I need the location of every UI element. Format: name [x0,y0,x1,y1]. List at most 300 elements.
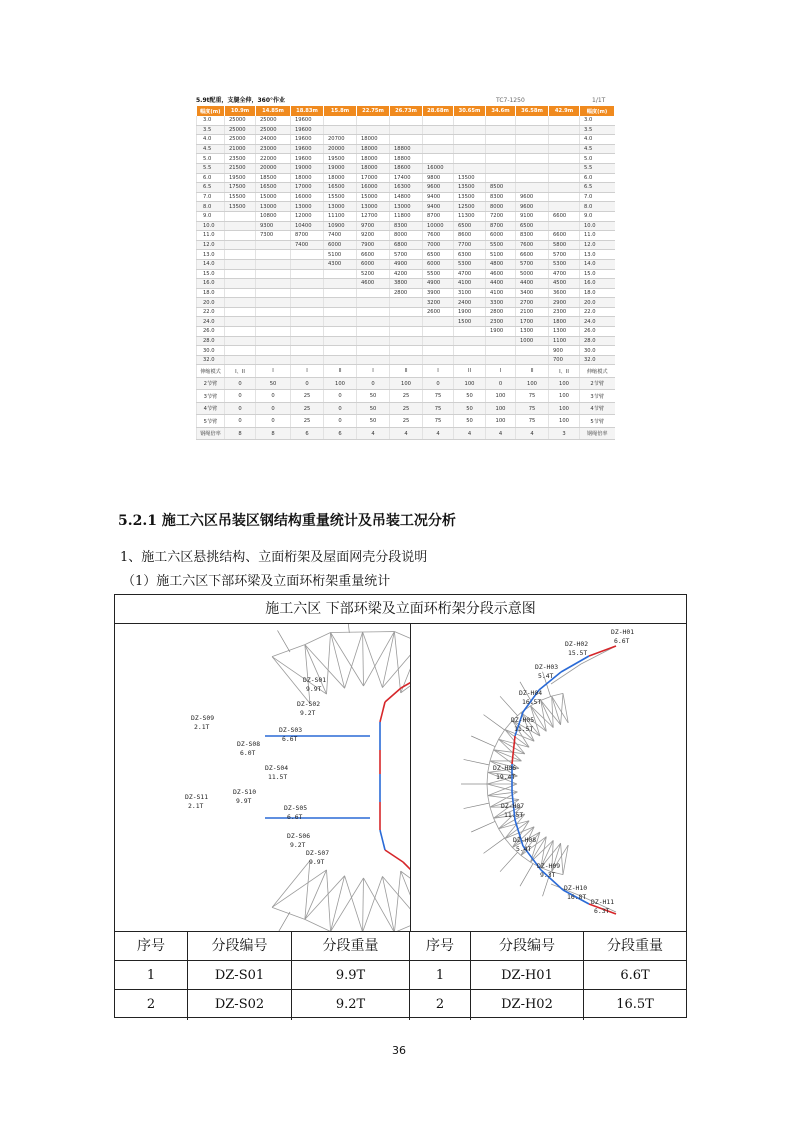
load-chart-cell: 9.0 [580,211,615,221]
load-chart-cell: 30.0 [580,346,615,356]
load-chart-cell [423,346,454,356]
load-chart-row [197,221,615,231]
load-chart-cell [549,116,580,125]
segment-table-cell: 9.2T [292,990,410,1020]
left-segment-beam [403,862,410,874]
load-chart-cell: 12.0 [580,240,615,250]
load-chart-footer-cell: 伸缩模式 [197,365,225,378]
load-chart-cell: 1900 [486,327,516,337]
load-chart-cell [454,125,486,135]
load-chart-cell: 18600 [390,163,423,173]
facade-ring-truss-diagram [411,624,687,931]
load-chart-cell: 3400 [516,288,549,298]
left-label-weight: 2.1T [194,723,210,731]
load-chart-cell [423,336,454,346]
load-chart-footer-cell: 100 [454,377,486,390]
load-chart-cell [390,125,423,135]
load-chart-cell [486,116,516,125]
load-chart-cell: 9100 [516,211,549,221]
segment-table-header-cell: 序号 [115,932,188,961]
load-chart-row [197,202,615,212]
load-chart-footer-cell: II [454,365,486,378]
right-label-code: DZ-H03 [535,663,559,671]
load-chart-cell [225,336,256,346]
load-chart-cell: 2900 [549,298,580,308]
load-chart-cell: 10.0 [197,221,225,231]
load-chart-cell: 7700 [454,240,486,250]
load-chart-cell: 15000 [357,192,390,202]
load-chart-row [197,288,615,298]
segment-table-cell: DZ-H01 [471,961,584,990]
load-chart-cell: 9600 [516,202,549,212]
load-chart-cell: 20000 [324,144,357,154]
load-chart-cell: 19600 [291,116,324,125]
load-chart-row [197,183,615,193]
load-chart-cell: 13000 [357,202,390,212]
load-chart-cell [486,173,516,183]
load-chart-cell [225,355,256,365]
left-label-code: DZ-S11 [185,793,209,801]
load-chart-cell: 2600 [423,307,454,317]
load-chart-footer-cell: 0 [324,415,357,428]
load-chart-cell: 23000 [256,144,291,154]
load-chart-cell [549,125,580,135]
load-chart-cell [291,336,324,346]
right-spike [484,838,505,853]
load-chart-cell: 16500 [324,183,357,193]
load-chart-footer-cell: 2节臂 [580,377,615,390]
load-chart-footer-cell: 100 [486,390,516,403]
load-chart-cell: 6.5 [580,183,615,193]
right-label-code: DZ-H09 [537,862,561,870]
load-chart-cell: 24000 [256,135,291,145]
load-chart-footer-cell: II [390,365,423,378]
load-chart-cell: 13.0 [580,250,615,260]
load-chart-footer-cell: 25 [291,402,324,415]
load-chart-cell: 4400 [486,279,516,289]
load-chart-cell [390,116,423,125]
load-chart-cell: 5.0 [580,154,615,164]
load-chart-row [197,346,615,356]
load-chart-cell: 4200 [390,269,423,279]
load-chart-cell [225,211,256,221]
load-chart-cell: 30.0 [197,346,225,356]
load-chart-cell: 1500 [454,317,486,327]
load-chart-cell: 5300 [454,259,486,269]
load-chart-footer-cell: I [256,365,291,378]
load-chart-footer-cell: 100 [549,402,580,415]
load-chart-cell [324,355,357,365]
load-chart-cell: 5700 [516,259,549,269]
load-chart-cell [225,298,256,308]
load-chart-footer-cell: 0 [225,415,256,428]
load-chart-row [197,163,615,173]
load-chart-footer-cell: 100 [549,390,580,403]
load-chart-cell: 13000 [291,202,324,212]
right-label-weight: 6.3T [594,907,610,915]
load-chart-cell: 11300 [454,211,486,221]
load-chart-cell [324,288,357,298]
load-chart-footer-cell: 6 [324,427,357,440]
left-spike [278,630,291,652]
load-chart-cell: 5200 [357,269,390,279]
paragraph-segment-description: 1、施工六区悬挑结构、立面桁架及屋面网壳分段说明 [120,550,428,565]
load-chart-table [196,106,615,440]
load-chart-cell: 3.0 [197,116,225,125]
load-chart-cell: 8.0 [580,202,615,212]
load-chart-row [197,355,615,365]
load-chart-col-header: 36.58m [516,106,549,116]
load-chart-cell: 6.0 [197,173,225,183]
load-chart-cell: 13000 [256,202,291,212]
load-chart-cell [423,317,454,327]
load-chart-footer-cell: 2节臂 [197,377,225,390]
load-chart-footer-cell: 4 [454,427,486,440]
load-chart-cell: 8600 [454,231,486,241]
segment-table-cell: 6.6T [584,961,686,990]
load-chart-cell [390,307,423,317]
load-chart [196,96,614,440]
load-chart-cell [423,144,454,154]
load-chart-cell [256,240,291,250]
load-chart-cell [291,279,324,289]
load-chart-cell [516,346,549,356]
load-chart-cell [324,269,357,279]
load-chart-cell: 10.0 [580,221,615,231]
load-chart-cell: 13500 [454,173,486,183]
load-chart-footer-cell: 25 [390,415,423,428]
load-chart-cell: 19000 [291,163,324,173]
load-chart-footer-cell: 5节臂 [580,415,615,428]
load-chart-cell [225,259,256,269]
load-chart-footer-cell: 75 [423,415,454,428]
load-chart-cell: 21500 [225,163,256,173]
load-chart-footer-cell: 100 [516,377,549,390]
load-chart-cell [225,307,256,317]
load-chart-cell: 4.5 [197,144,225,154]
load-chart-cell: 28.0 [197,336,225,346]
left-label-code: DZ-S02 [297,700,321,708]
load-chart-cell [225,279,256,289]
load-chart-cell: 9400 [423,202,454,212]
right-label-weight: 5.4T [516,845,532,853]
load-chart-cell: 9400 [423,192,454,202]
right-label-code: DZ-H01 [611,628,635,636]
load-chart-row [197,125,615,135]
left-segment-beam [380,702,385,722]
right-label-weight: 19.4T [496,773,516,781]
load-chart-cell: 14.0 [580,259,615,269]
load-chart-cell [516,125,549,135]
right-label-weight: 6.6T [614,637,630,645]
section-heading: 5.2.1 施工六区吊装区钢结构重量统计及吊装工况分析 [118,513,456,529]
load-chart-cell [225,346,256,356]
load-chart-cell: 7300 [256,231,291,241]
load-chart-cell [423,154,454,164]
load-chart-cell: 20700 [324,135,357,145]
right-label-weight: 15.5T [568,649,588,657]
segment-table-header-cell: 序号 [410,932,471,961]
load-chart-cell: 5100 [324,250,357,260]
load-chart-footer-cell: I、II [549,365,580,378]
load-chart-cell: 16000 [291,192,324,202]
load-chart-cell [291,259,324,269]
load-chart-cell: 3.5 [197,125,225,135]
load-chart-cell: 6800 [390,240,423,250]
load-chart-cell: 6.0 [580,173,615,183]
load-chart-footer-cell: 75 [516,415,549,428]
right-spike [500,852,517,871]
load-chart-cell: 19000 [324,163,357,173]
load-chart-cell: 24.0 [197,317,225,327]
load-chart-footer-cell: 75 [516,390,549,403]
load-chart-cell [256,288,291,298]
load-chart-cell: 8300 [486,192,516,202]
segment-table-cell: DZ-S01 [188,961,292,990]
load-chart-cell: 13500 [454,183,486,193]
load-chart-cell: 8700 [423,211,454,221]
load-chart-cell: 19600 [291,144,324,154]
left-label-code: DZ-S10 [233,788,257,796]
load-chart-row [197,211,615,221]
load-chart-cell: 19500 [225,173,256,183]
right-spike [520,864,533,887]
load-chart-cell [256,269,291,279]
load-chart-cell: 13.0 [197,250,225,260]
load-chart-cell: 11800 [390,211,423,221]
load-chart-cell [454,116,486,125]
load-chart-cell [225,250,256,260]
load-chart-cell: 8.0 [197,202,225,212]
left-spike [347,624,350,633]
load-chart-cell [291,269,324,279]
left-label-weight: 11.5T [268,773,288,781]
load-chart-cell: 28.0 [580,336,615,346]
load-chart-cell [291,355,324,365]
load-chart-cell: 4700 [549,269,580,279]
right-spike [471,821,495,832]
load-chart-cell [486,163,516,173]
right-label-weight: 16.5T [522,698,542,706]
load-chart-cell: 9.0 [197,211,225,221]
load-chart-cell: 18500 [256,173,291,183]
load-chart-cell [423,355,454,365]
left-segment-beam [385,850,403,862]
load-chart-col-header: 30.65m [454,106,486,116]
load-chart-cell: 25000 [225,135,256,145]
load-chart-cell: 6500 [454,221,486,231]
segment-table-header [115,932,686,961]
load-chart-cell [516,163,549,173]
load-chart-cell [390,346,423,356]
load-chart-cell [225,240,256,250]
segment-table-cell: 16.5T [616,997,654,1012]
left-label-weight: 9.2T [300,709,316,717]
load-chart-cell [549,173,580,183]
load-chart-footer-cell: 100 [486,415,516,428]
load-chart-cell [324,327,357,337]
load-chart-cell [486,154,516,164]
load-chart-col-header: 26.73m [390,106,423,116]
load-chart-footer-cell: 0 [324,390,357,403]
load-chart-cell [357,125,390,135]
load-chart-cell: 6000 [357,259,390,269]
load-chart-footer-cell: 50 [454,390,486,403]
load-chart-cell: 19600 [291,154,324,164]
load-chart-row [197,269,615,279]
load-chart-footer-cell: 8 [225,427,256,440]
segment-table-cell: DZ-S02 [188,990,292,1020]
load-chart-cell: 9600 [423,183,454,193]
right-segment-beam [561,656,589,672]
load-chart-cell: 3200 [423,298,454,308]
load-chart-cell: 18.0 [197,288,225,298]
load-chart-cell [390,317,423,327]
load-chart-cell: 4.0 [580,135,615,145]
load-chart-cell [225,288,256,298]
load-chart-footer-cell: 4 [423,427,454,440]
load-chart-col-header: 幅度(m) [197,106,225,116]
load-chart-footer-cell: I [357,365,390,378]
load-chart-cell [357,307,390,317]
right-label-code: DZ-H07 [501,802,525,810]
load-chart-cell: 4300 [324,259,357,269]
load-chart-footer-cell: 5节臂 [197,415,225,428]
load-chart-cell: 23500 [225,154,256,164]
load-chart-cell: 1900 [454,307,486,317]
load-chart-cell: 11100 [324,211,357,221]
load-chart-cell: 3.0 [580,116,615,125]
load-chart-footer-cell: 0 [324,402,357,415]
load-chart-cell: 6300 [454,250,486,260]
load-chart-footer-cell: I [291,365,324,378]
load-chart-cell: 21000 [225,144,256,154]
right-label-code: DZ-H05 [511,716,535,724]
load-chart-footer-cell: 4 [357,427,390,440]
load-chart-cell: 32.0 [580,355,615,365]
load-chart-cell: 5.5 [197,163,225,173]
load-chart-cell: 25000 [225,125,256,135]
load-chart-cell: 2300 [549,307,580,317]
load-chart-cell: 3.5 [580,125,615,135]
load-chart-footer-cell: 0 [486,377,516,390]
load-chart-cell: 7000 [423,240,454,250]
load-chart-col-header: 14.85m [256,106,291,116]
load-chart-row [197,154,615,164]
load-chart-cell [486,135,516,145]
segment-table-cell: 2 [410,990,471,1020]
load-chart-cell: 15500 [324,192,357,202]
load-chart-footer-cell: 0 [225,390,256,403]
load-chart-footer-cell: 0 [256,402,291,415]
load-chart-footer-cell: 50 [454,402,486,415]
load-chart-cell: 1300 [516,327,549,337]
load-chart-cell: 20.0 [197,298,225,308]
load-chart-footer-cell: 4 [516,427,549,440]
load-chart-footer-cell: 3节臂 [197,390,225,403]
load-chart-cell [486,346,516,356]
segment-table-row [115,961,686,990]
left-label-weight: 6.6T [287,813,303,821]
load-chart-cell: 7900 [357,240,390,250]
segment-table-cell: 1 [115,961,188,990]
load-chart-footer-cell: I [486,365,516,378]
load-chart-footer-cell: 0 [423,377,454,390]
load-chart-cell: 14800 [390,192,423,202]
load-chart-cell: 7400 [324,231,357,241]
load-chart-cell [256,250,291,260]
load-chart-cell: 6600 [549,211,580,221]
load-chart-cell: 12700 [357,211,390,221]
load-chart-cell [486,144,516,154]
load-chart-cell [291,346,324,356]
load-chart-footer-cell: 50 [357,402,390,415]
load-chart-cell: 9800 [423,173,454,183]
left-label-code: DZ-S09 [191,714,215,722]
load-chart-cell [454,355,486,365]
left-label-code: DZ-S04 [265,764,289,772]
load-chart-cell: 1700 [516,317,549,327]
load-chart-footer-row [197,427,615,440]
right-label-code: DZ-H11 [591,898,615,906]
right-label-weight: 9.3T [540,871,556,879]
load-chart-footer-cell: 8 [256,427,291,440]
load-chart-cell [516,183,549,193]
load-chart-cell: 2400 [454,298,486,308]
load-chart-row [197,135,615,145]
load-chart-row [197,279,615,289]
load-chart-cell: 8000 [390,231,423,241]
load-chart-cell: 4700 [454,269,486,279]
load-chart-cell: 19500 [324,154,357,164]
load-chart-cell [291,327,324,337]
load-chart-cell: 6500 [423,250,454,260]
load-chart-cell [324,346,357,356]
load-chart-cell: 18.0 [580,288,615,298]
load-chart-cell: 5700 [390,250,423,260]
load-chart-cell [291,317,324,327]
load-chart-cell: 22.0 [197,307,225,317]
load-chart-footer-cell: I [423,365,454,378]
load-chart-cell: 7600 [423,231,454,241]
left-segment-beam [385,688,401,702]
load-chart-cell: 2800 [486,307,516,317]
load-chart-cell: 7400 [291,240,324,250]
load-chart-cell: 4500 [549,279,580,289]
load-chart-cell: 16500 [256,183,291,193]
load-chart-cell: 8700 [291,231,324,241]
left-label-weight: 9.2T [290,841,306,849]
load-chart-footer-cell: 3节臂 [580,390,615,403]
right-spike [464,803,489,808]
left-label-weight: 6.6T [282,735,298,743]
left-label-weight: 9.9T [306,685,322,693]
load-chart-cell: 4100 [454,279,486,289]
load-chart-cell: 26.0 [580,327,615,337]
load-chart-row [197,144,615,154]
load-chart-footer-cell: 100 [324,377,357,390]
left-label-weight: 9.9T [236,797,252,805]
load-chart-cell: 19600 [291,125,324,135]
load-chart-cell: 7200 [486,211,516,221]
load-chart-row [197,259,615,269]
load-chart-cell: 15500 [225,192,256,202]
load-chart-cell: 1300 [549,327,580,337]
load-chart-cell: 17400 [390,173,423,183]
load-chart-footer-cell: 3 [549,427,580,440]
right-segment-beam [589,646,616,656]
load-chart-cell: 22.0 [580,307,615,317]
